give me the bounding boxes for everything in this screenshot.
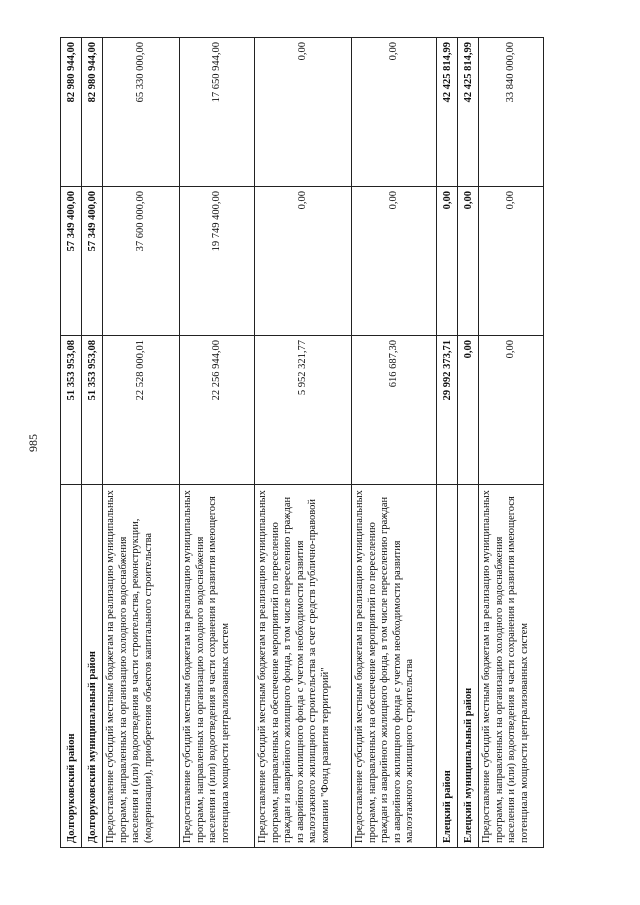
table-row xyxy=(458,38,479,848)
budget-table xyxy=(60,37,544,848)
value-year-3: 42 425 814,99 xyxy=(458,38,479,187)
table-row xyxy=(352,38,437,848)
row-name: Предоставление субсидий местным бюджетам на реализацию муниципальных программ, направленных на организацию холодного водоснабжения населения и (или) водоотведения в части сохранения и развития имеющегося потенциала мощности централизованных систем xyxy=(479,485,544,848)
row-name: Предоставление субсидий местным бюджетам на реализацию муниципальных программ, направленных на организацию холодного водоснабжения населения и (или) водоотведения в части сохранения и развития имеющегося потенциала мощности централизованных систем xyxy=(180,485,255,848)
table-row xyxy=(437,38,458,848)
value-year-3: 33 840 000,00 xyxy=(479,38,544,187)
table-row xyxy=(61,38,82,848)
value-year-1: 51 353 953,08 xyxy=(82,336,103,485)
value-year-2: 19 749 400,00 xyxy=(180,187,255,336)
value-year-1: 29 992 373,71 xyxy=(437,336,458,485)
value-year-2: 0,00 xyxy=(437,187,458,336)
row-name: Елецкий район xyxy=(437,485,458,848)
value-year-2: 0,00 xyxy=(458,187,479,336)
table-row xyxy=(180,38,255,848)
value-year-1: 51 353 953,08 xyxy=(61,336,82,485)
page-number: 985 xyxy=(26,434,40,452)
row-name: Долгоруковский муниципальный район xyxy=(82,485,103,848)
value-year-3: 82 980 944,00 xyxy=(82,38,103,187)
value-year-1: 22 528 000,01 xyxy=(103,336,180,485)
value-year-2: 0,00 xyxy=(255,187,352,336)
table-row xyxy=(103,38,180,848)
value-year-1: 616 687,30 xyxy=(352,336,437,485)
value-year-1: 22 256 944,00 xyxy=(180,336,255,485)
row-name: Предоставление субсидий местным бюджетам на реализацию муниципальных программ, направленных на организацию холодного водоснабжения населения и (или) водоотведения в части строительства, реконструкции, (модернизации), приобретения объектов капитального строительства xyxy=(103,485,180,848)
table-row xyxy=(255,38,352,848)
value-year-2: 0,00 xyxy=(479,187,544,336)
table-row xyxy=(82,38,103,848)
value-year-3: 0,00 xyxy=(352,38,437,187)
value-year-2: 37 600 000,00 xyxy=(103,187,180,336)
row-name: Предоставление субсидий местным бюджетам на реализацию муниципальных программ, направленных на обеспечение мероприятий по переселению граждан из аварийного жилищного фонда, в том числе переселению граждан из аварийного жилищного фонда с учетом необходимости развития малоэтажного жилищного строительства за счет средств публично-правовой компании "Фонд развития территорий" xyxy=(255,485,352,848)
value-year-1: 5 952 321,77 xyxy=(255,336,352,485)
value-year-2: 57 349 400,00 xyxy=(82,187,103,336)
row-name: Елецкий муниципальный район xyxy=(458,485,479,848)
value-year-3: 82 980 944,00 xyxy=(61,38,82,187)
rotated-page xyxy=(26,38,538,848)
row-name: Предоставление субсидий местным бюджетам на реализацию муниципальных программ, направленных на обеспечение мероприятий по переселению граждан из аварийного жилищного фонда, в том числе переселению граждан из аварийного жилищного фонда с учетом необходимости развития малоэтажного жилищного строительства xyxy=(352,485,437,848)
value-year-3: 65 330 000,00 xyxy=(103,38,180,187)
value-year-3: 42 425 814,99 xyxy=(437,38,458,187)
table-row xyxy=(479,38,544,848)
value-year-3: 0,00 xyxy=(255,38,352,187)
value-year-3: 17 650 944,00 xyxy=(180,38,255,187)
row-name: Долгоруковский район xyxy=(61,485,82,848)
value-year-1: 0,00 xyxy=(458,336,479,485)
value-year-2: 0,00 xyxy=(352,187,437,336)
value-year-2: 57 349 400,00 xyxy=(61,187,82,336)
value-year-1: 0,00 xyxy=(479,336,544,485)
